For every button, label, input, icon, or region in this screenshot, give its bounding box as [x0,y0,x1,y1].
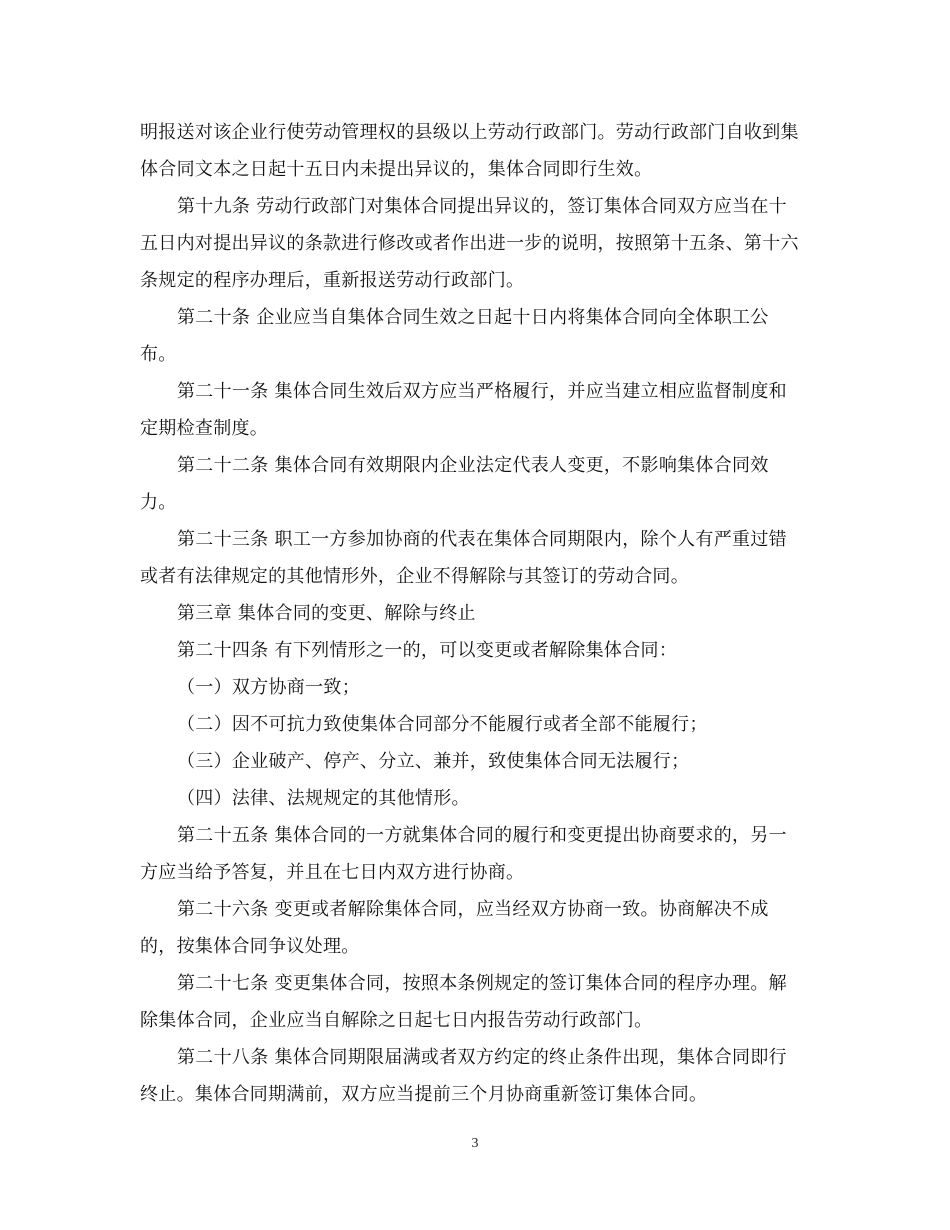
text-line: 第二十五条 集体合同的一方就集体合同的履行和变更提出协商要求的，另一 [177,825,787,846]
text-line: （一）双方协商一致； [177,677,360,698]
text-line: 第二十六条 变更或者解除集体合同，应当经双方协商一致。协商解决不成 [177,899,769,920]
page-number: 3 [471,1136,479,1151]
text-line: 除集体合同，企业应当自解除之日起七日内报告劳动行政部门。 [140,1010,653,1031]
text-line: 力。 [140,492,177,513]
text-line: 第二十三条 职工一方参加协商的代表在集体合同期限内，除个人有严重过错 [177,529,787,550]
text-line: 布。 [140,344,177,365]
text-line: 五日内对提出异议的条款进行修改或者作出进一步的说明，按照第十五条、第十六 [140,233,799,254]
text-line: 第二十二条 集体合同有效期限内企业法定代表人变更，不影响集体合同效 [177,455,769,476]
text-line: 第二十一条 集体合同生效后双方应当严格履行，并应当建立相应监督制度和 [177,381,787,402]
text-line: 第二十条 企业应当自集体合同生效之日起十日内将集体合同向全体职工公 [177,307,769,328]
text-line: （二）因不可抗力致使集体合同部分不能履行或者全部不能履行； [177,714,708,735]
document-body [140,114,805,1113]
text-line: 体合同文本之日起十五日内未提出异议的，集体合同即行生效。 [140,159,653,180]
text-line: 或者有法律规定的其他情形外，企业不得解除与其签订的劳动合同。 [140,566,689,587]
text-line: 第十九条 劳动行政部门对集体合同提出异议的，签订集体合同双方应当在十 [177,196,787,217]
text-line: 第二十四条 有下列情形之一的，可以变更或者解除集体合同： [177,640,678,661]
text-line: 方应当给予答复，并且在七日内双方进行协商。 [140,862,525,883]
text-line: 第二十七条 变更集体合同，按照本条例规定的签订集体合同的程序办理。解 [177,973,787,994]
text-line: 第二十八条 集体合同期限届满或者双方约定的终止条件出现，集体合同即行 [177,1047,787,1068]
text-line: 定期检查制度。 [140,418,269,439]
text-line: （四）法律、法规规定的其他情形。 [177,788,470,809]
text-line: 条规定的程序办理后，重新报送劳动行政部门。 [140,270,525,291]
text-line: 的，按集体合同争议处理。 [140,936,360,957]
text-line: （三）企业破产、停产、分立、兼并，致使集体合同无法履行； [177,751,690,772]
text-line: 第三章 集体合同的变更、解除与终止 [177,603,476,624]
text-line: 明报送对该企业行使劳动管理权的县级以上劳动行政部门。劳动行政部门自收到集 [140,122,799,143]
text-line: 终止。集体合同期满前，双方应当提前三个月协商重新签订集体合同。 [140,1084,708,1105]
